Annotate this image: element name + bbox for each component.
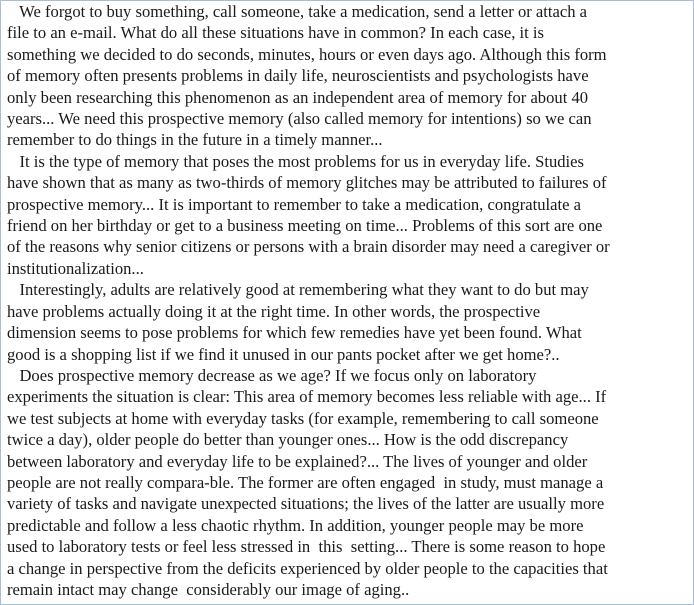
text-line: dimension seems to pose problems for which few remedies have yet been found. What	[7, 323, 582, 343]
paragraph-2	[7, 151, 691, 279]
paragraph-3	[7, 279, 691, 365]
text-line: Interestingly, adults are relatively good at remembering what they want to do but may	[7, 280, 589, 300]
text-line: Does prospective memory decrease as we age? If we focus only on laboratory	[7, 365, 537, 385]
text-line: We forgot to buy something, call someone, take a medication, send a letter or attach a	[7, 2, 588, 21]
text-line: twice a day), older people do better than younger ones... How is the odd discrepancy	[7, 430, 569, 450]
text-line: people are not really compara-ble. The former are often engaged in study, must manage a	[7, 472, 604, 492]
paragraph-1	[7, 1, 691, 151]
text-line: It is the type of memory that poses the most problems for us in everyday life. Studies	[7, 151, 584, 171]
text-line: variety of tasks and navigate unexpected situations; the lives of the latter are usually more	[7, 494, 605, 514]
text-line: file to an e-mail. What do all these situations have in common? In each case, it is	[7, 23, 544, 43]
text-line: good is a shopping list if we find it unused in our pants pocket after we get home?..	[7, 344, 560, 364]
text-line: have problems actually doing it at the right time. In other words, the prospective	[7, 301, 541, 321]
paragraph-4	[7, 365, 691, 600]
text-line: friend on her birthday or get to a business meeting on time... Problems of this sort are one	[7, 216, 603, 236]
text-line: only been researching this phenomenon as an independent area of memory for about 40	[7, 87, 589, 107]
document-text	[7, 1, 691, 600]
text-line: remain intact may change considerably our image of aging..	[7, 579, 410, 599]
text-line: experiments the situation is clear: This area of memory becomes less reliable with age... If	[7, 387, 607, 407]
text-line: a change in perspective from the deficits experienced by older people to the capacities that	[7, 558, 608, 578]
text-line: we test subjects at home with everyday tasks (for example, remembering to call someone	[7, 408, 599, 428]
text-line: of the reasons why senior citizens or persons with a brain disorder may need a caregiver or	[7, 237, 610, 257]
text-line: between laboratory and everyday life to be explained?... The lives of younger and older	[7, 451, 588, 471]
text-line: something we decided to do seconds, minutes, hours or even days ago. Although this form	[7, 44, 607, 64]
text-line: institutionalization...	[7, 258, 144, 278]
text-line: of memory often presents problems in daily life, neuroscientists and psychologists have	[7, 66, 589, 86]
text-line: used to laboratory tests or feel less stressed in this setting... There is some reason to hope	[7, 537, 606, 557]
text-line: years... We need this prospective memory (also called memory for intentions) so we can	[7, 109, 592, 129]
text-line: predictable and follow a less chaotic rhythm. In addition, younger people may be more	[7, 515, 584, 535]
text-line: prospective memory... It is important to remember to take a medication, congratulate a	[7, 194, 581, 214]
text-line: have shown that as many as two-thirds of memory glitches may be attributed to failures of	[7, 173, 607, 193]
text-line: remember to do things in the future in a timely manner...	[7, 130, 383, 150]
